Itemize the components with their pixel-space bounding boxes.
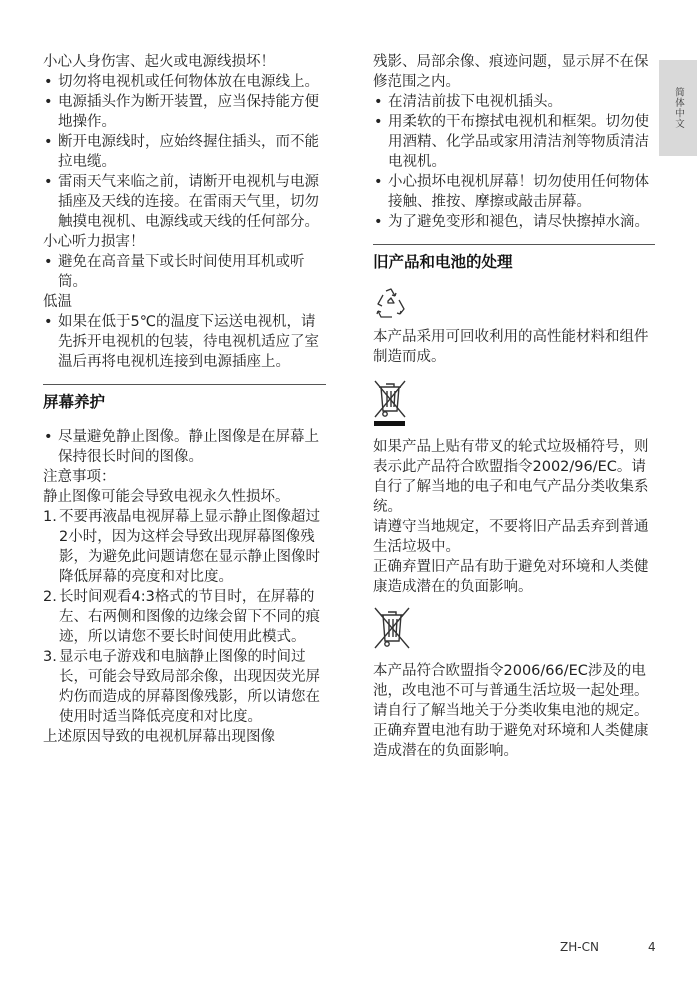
battery-local-text: 请自行了解当地关于分类收集电池的规定。正确弃置电池有助于避免对环境和人类健康造成潜在的负面影响。: [373, 703, 649, 759]
left-column: [43, 52, 326, 747]
injury-bullet-list: [43, 72, 326, 232]
recycle-text: 本产品采用可回收利用的高性能材料和组件制造而成。: [373, 329, 649, 365]
hearing-bullet-list: [43, 252, 326, 292]
list-item: • 为了避免变形和褪色，请尽快擦掉水滴。: [373, 212, 655, 232]
language-side-tab: [659, 60, 697, 156]
numbered-item: [43, 647, 326, 727]
screen-bullet-list: [43, 427, 326, 467]
list-item: • 小心损坏电视机屏幕！切勿使用任何物体接触、推按、摩擦或敲击屏幕。: [373, 172, 655, 212]
page-number: 4: [648, 940, 656, 954]
language-code: ZH-CN: [560, 940, 599, 954]
weee-text: 如果产品上贴有带叉的轮式垃圾桶符号，则表示此产品符合欧盟指令2002/96/EC。请自行了解当地的电子和电气产品分类收集系统。: [373, 439, 649, 515]
disposal-title: 旧产品和电池的处理: [373, 253, 513, 271]
language-side-tab-label: 简体中文: [673, 87, 684, 129]
caution-injury-heading: 小心人身伤害、起火或电源线损坏！: [43, 54, 275, 70]
list-item: • 雷雨天气来临之前，请断开电视机与电源插座及天线的连接。在雷雨天气里，切勿触摸电视机、电源线或天线的任何部分。: [43, 172, 326, 232]
numbered-list: [43, 507, 326, 727]
section-divider: [373, 244, 655, 245]
continuation-text: 残影、局部余像、痕迹问题，显示屏不在保修范围之内。: [373, 54, 649, 90]
list-item: • 切勿将电视机或任何物体放在电源线上。: [43, 72, 326, 92]
crossed-bin-icon: [373, 379, 407, 427]
proper-disposal-text: 正确弃置旧产品有助于避免对环境和人类健康造成潜在的负面影响。: [373, 559, 649, 595]
list-item: • 用柔软的干布擦拭电视机和框架。切勿使用酒精、化学品或家用清洁剂等物质清洁电视机。: [373, 112, 655, 172]
item-number: 2.: [43, 589, 57, 605]
numbered-item: [43, 587, 326, 647]
local-rules-text: 请遵守当地规定，不要将旧产品丢弃到普通生活垃圾中。: [373, 519, 649, 555]
item-text: 不要再液晶电视屏幕上显示静止图像超过2小时，因为这样会导致出现屏幕图像残影，为避免此问题请您在显示静止图像时降低屏幕的亮度和对比度。: [59, 509, 320, 585]
caution-hearing-heading: 小心听力损害！: [43, 234, 145, 250]
right-column: [373, 52, 655, 761]
battery-bin-icon: [373, 605, 411, 653]
list-item: • 断开电源线时，应始终握住插头，而不能拉电缆。: [43, 132, 326, 172]
item-text: 显示电子游戏和电脑静止图像的时间过长，可能会导致局部余像，出现因荧光屏灼伤而造成的屏幕图像残影，所以请您在使用时适当降低亮度和对比度。: [59, 649, 320, 725]
low-temp-bullet-list: [43, 312, 326, 372]
notes-intro: 静止图像可能会导致电视永久性损坏。: [43, 489, 290, 505]
list-item: • 避免在高音量下或长时间使用耳机或听筒。: [43, 252, 326, 292]
recycle-icon: [373, 287, 409, 321]
numbered-item: [43, 507, 326, 587]
section-divider: [43, 384, 326, 385]
list-item: • 在清洁前拔下电视机插头。: [373, 92, 655, 112]
list-item: • 电源插头作为断开装置，应当保持能方便地操作。: [43, 92, 326, 132]
closing-text: 上述原因导致的电视机屏幕出现图像: [43, 729, 275, 745]
cleaning-bullet-list: [373, 92, 655, 232]
item-number: 3.: [43, 649, 57, 665]
screen-care-title: 屏幕养护: [43, 393, 106, 411]
list-item: • 如果在低于5℃的温度下运送电视机，请先拆开电视机的包装，待电视机适应了室温后再将电视机连接到电源插座上。: [43, 312, 326, 372]
notes-label: 注意事项：: [43, 469, 116, 485]
item-text: 长时间观看4:3格式的节目时，在屏幕的左、右两侧和图像的边缘会留下不同的痕迹，所以请您不要长时间使用此模式。: [59, 589, 320, 645]
list-item: • 尽量避免静止图像。静止图像是在屏幕上保持很长时间的图像。: [43, 427, 326, 467]
low-temp-label: 低温: [43, 294, 72, 310]
battery-text: 本产品符合欧盟指令2006/66/EC涉及的电池，改电池不可与普通生活垃圾一起处理。: [373, 663, 649, 699]
item-number: 1.: [43, 509, 57, 525]
